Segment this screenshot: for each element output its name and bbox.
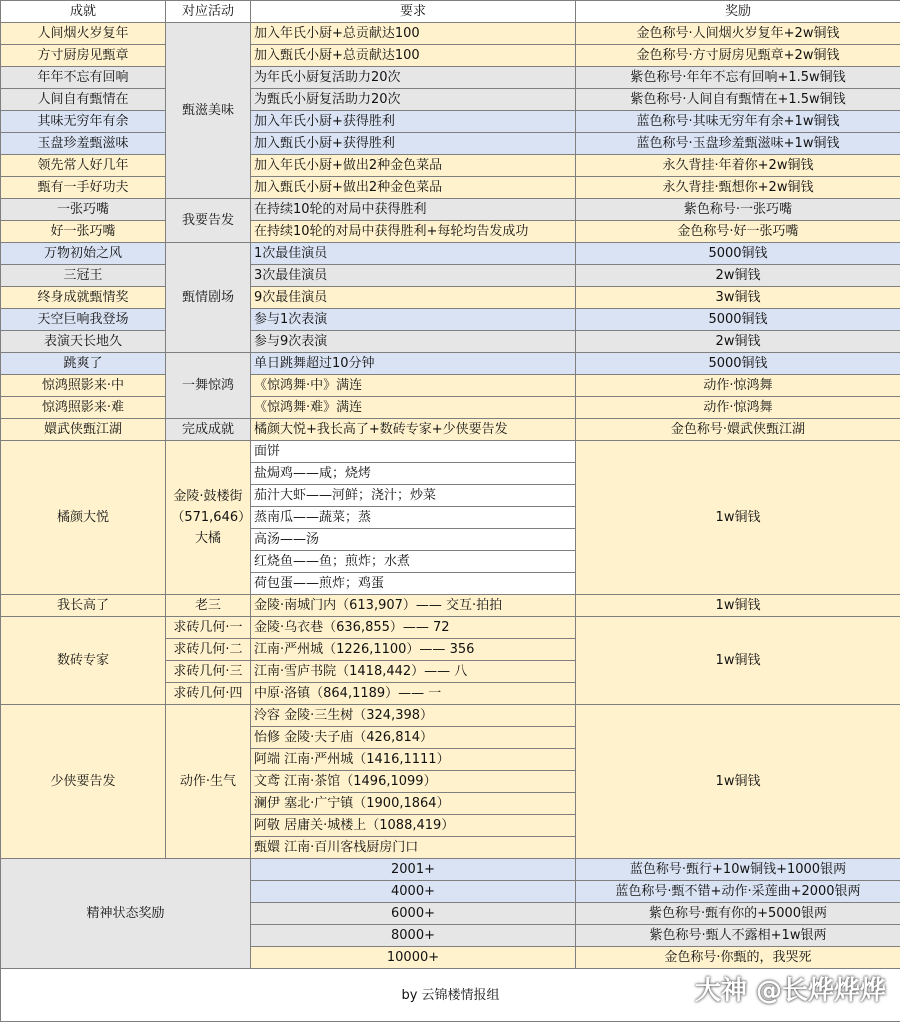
reward: 永久背挂·年着你+2w铜钱 [576, 155, 900, 177]
reward: 金色称号·好一张巧嘴 [576, 221, 900, 243]
table-row [1, 617, 900, 639]
achievement-name: 终身成就甄情奖 [1, 287, 166, 309]
header-activity: 对应活动 [166, 1, 251, 23]
table-row [1, 265, 900, 287]
activity-name: 甄情剧场 [166, 243, 251, 353]
reward: 紫色称号·甄有你的+5000银两 [576, 903, 900, 925]
requirement: 4000+ [251, 881, 576, 903]
achievement-name: 玉盘珍羞甄滋味 [1, 133, 166, 155]
activity-name: 求砖几何·一 [166, 617, 251, 639]
achievement-name: 精神状态奖励 [1, 859, 251, 969]
reward: 紫色称号·一张巧嘴 [576, 199, 900, 221]
reward: 1w铜钱 [576, 595, 900, 617]
reward: 5000铜钱 [576, 243, 900, 265]
reward: 紫色称号·甄人不露相+1w银两 [576, 925, 900, 947]
requirement: 面饼 [251, 441, 576, 463]
reward: 5000铜钱 [576, 353, 900, 375]
requirement: 参与9次表演 [251, 331, 576, 353]
achievement-name: 其味无穷年有余 [1, 111, 166, 133]
table-row [1, 595, 900, 617]
achievement-name: 人间自有甄情在 [1, 89, 166, 111]
header-achievement: 成就 [1, 1, 166, 23]
activity-name: 甄滋美味 [166, 23, 251, 199]
requirement: 江南·雪庐书院（1418,442）—— 八 [251, 661, 576, 683]
achievement-name: 少侠要告发 [1, 705, 166, 859]
requirement: 3次最佳演员 [251, 265, 576, 287]
table-row [1, 199, 900, 221]
table-row [1, 419, 900, 441]
achievement-name: 人间烟火岁复年 [1, 23, 166, 45]
achievement-name: 惊鸿照影来·中 [1, 375, 166, 397]
reward: 1w铜钱 [576, 705, 900, 859]
requirement: 澜伊 塞北·广宁镇（1900,1864） [251, 793, 576, 815]
table-row [1, 155, 900, 177]
requirement: 甄嬛 江南·百川客栈厨房门口 [251, 837, 576, 859]
requirement: 文鸢 江南·茶馆（1496,1099） [251, 771, 576, 793]
table-row [1, 309, 900, 331]
achievement-name: 一张巧嘴 [1, 199, 166, 221]
reward: 金色称号·人间烟火岁复年+2w铜钱 [576, 23, 900, 45]
table-row [1, 859, 900, 881]
table-row [1, 397, 900, 419]
requirement: 荷包蛋——煎炸；鸡蛋 [251, 573, 576, 595]
requirement: 为年氏小厨复活助力20次 [251, 67, 576, 89]
requirement: 橘颜大悦+我长高了+数砖专家+少侠要告发 [251, 419, 576, 441]
table-row [1, 89, 900, 111]
achievement-name: 好一张巧嘴 [1, 221, 166, 243]
requirement: 10000+ [251, 947, 576, 969]
requirement: 在持续10轮的对局中获得胜利+每轮均告发成功 [251, 221, 576, 243]
requirement: 泠容 金陵·三生树（324,398） [251, 705, 576, 727]
requirement: 在持续10轮的对局中获得胜利 [251, 199, 576, 221]
watermark: 大神 @长烨烨烨 [694, 976, 886, 1006]
table-row [1, 331, 900, 353]
reward: 金色称号·方寸厨房见甄章+2w铜钱 [576, 45, 900, 67]
achievement-name: 方寸厨房见甄章 [1, 45, 166, 67]
requirement: 阿端 江南·严州城（1416,1111） [251, 749, 576, 771]
achievement-name: 天空巨响我登场 [1, 309, 166, 331]
footer-row [1, 969, 900, 1022]
table-row [1, 45, 900, 67]
achievement-name: 年年不忘有回响 [1, 67, 166, 89]
requirement: 8000+ [251, 925, 576, 947]
requirement: 蒸南瓜——蔬菜；蒸 [251, 507, 576, 529]
requirement: 盐焗鸡——咸；烧烤 [251, 463, 576, 485]
reward: 金色称号·嬛武侠甄江湖 [576, 419, 900, 441]
activity-name: 金陵·鼓楼街（571,646）大橘 [166, 441, 251, 595]
table-row [1, 243, 900, 265]
requirement: 加入年氏小厨+获得胜利 [251, 111, 576, 133]
activity-name: 我要告发 [166, 199, 251, 243]
requirement: 《惊鸿舞·难》满连 [251, 397, 576, 419]
activity-name: 求砖几何·二 [166, 639, 251, 661]
reward: 1w铜钱 [576, 441, 900, 595]
table-row [1, 353, 900, 375]
table-row [1, 177, 900, 199]
header-requirement: 要求 [251, 1, 576, 23]
requirement: 6000+ [251, 903, 576, 925]
requirement: 加入年氏小厨+做出2种金色菜品 [251, 155, 576, 177]
achievement-name: 数砖专家 [1, 617, 166, 705]
achievement-name: 万物初始之风 [1, 243, 166, 265]
table-row [1, 221, 900, 243]
reward: 2w铜钱 [576, 331, 900, 353]
activity-name: 求砖几何·三 [166, 661, 251, 683]
achievement-name: 领先常人好几年 [1, 155, 166, 177]
achievement-name: 嬛武侠甄江湖 [1, 419, 166, 441]
achievement-name: 表演天长地久 [1, 331, 166, 353]
requirement: 金陵·南城门内（613,907）—— 交互·拍拍 [251, 595, 576, 617]
table-row [1, 23, 900, 45]
reward: 1w铜钱 [576, 617, 900, 705]
reward: 动作·惊鸿舞 [576, 397, 900, 419]
requirement: 红烧鱼——鱼；煎炸；水煮 [251, 551, 576, 573]
requirement: 2001+ [251, 859, 576, 881]
reward: 永久背挂·甄想你+2w铜钱 [576, 177, 900, 199]
requirement: 怡修 金陵·夫子庙（426,814） [251, 727, 576, 749]
achievement-name: 三冠王 [1, 265, 166, 287]
reward: 动作·惊鸿舞 [576, 375, 900, 397]
achievement-name: 我长高了 [1, 595, 166, 617]
reward: 蓝色称号·其味无穷年有余+1w铜钱 [576, 111, 900, 133]
reward: 2w铜钱 [576, 265, 900, 287]
table-row [1, 111, 900, 133]
requirement: 单日跳舞超过10分钟 [251, 353, 576, 375]
requirement: 阿敬 居庸关·城楼上（1088,419） [251, 815, 576, 837]
activity-name: 求砖几何·四 [166, 683, 251, 705]
activity-name: 动作·生气 [166, 705, 251, 859]
header-row [1, 1, 900, 23]
table-row [1, 67, 900, 89]
table-row [1, 705, 900, 727]
requirement: 《惊鸿舞·中》满连 [251, 375, 576, 397]
header-reward: 奖励 [576, 1, 900, 23]
requirement: 中原·洛镇（864,1189）—— 一 [251, 683, 576, 705]
requirement: 为甄氏小厨复活助力20次 [251, 89, 576, 111]
activity-name: 一舞惊鸿 [166, 353, 251, 419]
requirement: 加入甄氏小厨+总贡献达100 [251, 45, 576, 67]
requirement: 加入甄氏小厨+获得胜利 [251, 133, 576, 155]
activity-name: 完成成就 [166, 419, 251, 441]
achievement-name: 跳爽了 [1, 353, 166, 375]
reward: 紫色称号·年年不忘有回响+1.5w铜钱 [576, 67, 900, 89]
table-row [1, 441, 900, 463]
requirement: 江南·严州城（1226,1100）—— 356 [251, 639, 576, 661]
table-row [1, 287, 900, 309]
reward: 蓝色称号·甄不错+动作·采莲曲+2000银两 [576, 881, 900, 903]
achievement-name: 惊鸿照影来·难 [1, 397, 166, 419]
reward: 紫色称号·人间自有甄情在+1.5w铜钱 [576, 89, 900, 111]
requirement: 加入年氏小厨+总贡献达100 [251, 23, 576, 45]
requirement: 金陵·乌衣巷（636,855）—— 72 [251, 617, 576, 639]
activity-name: 老三 [166, 595, 251, 617]
achievement-name: 橘颜大悦 [1, 441, 166, 595]
requirement: 9次最佳演员 [251, 287, 576, 309]
requirement: 高汤——汤 [251, 529, 576, 551]
table-row [1, 375, 900, 397]
reward: 5000铜钱 [576, 309, 900, 331]
footer-credit: by 云锦楼情报组 [1, 969, 900, 1022]
table-row [1, 133, 900, 155]
reward: 金色称号·你甄的，我哭死 [576, 947, 900, 969]
requirement: 加入甄氏小厨+做出2种金色菜品 [251, 177, 576, 199]
reward: 3w铜钱 [576, 287, 900, 309]
reward: 蓝色称号·玉盘珍羞甄滋味+1w铜钱 [576, 133, 900, 155]
requirement: 参与1次表演 [251, 309, 576, 331]
achievement-name: 甄有一手好功夫 [1, 177, 166, 199]
requirement: 1次最佳演员 [251, 243, 576, 265]
reward: 蓝色称号·甄行+10w铜钱+1000银两 [576, 859, 900, 881]
requirement: 茄汁大虾——河鲜；浇汁；炒菜 [251, 485, 576, 507]
